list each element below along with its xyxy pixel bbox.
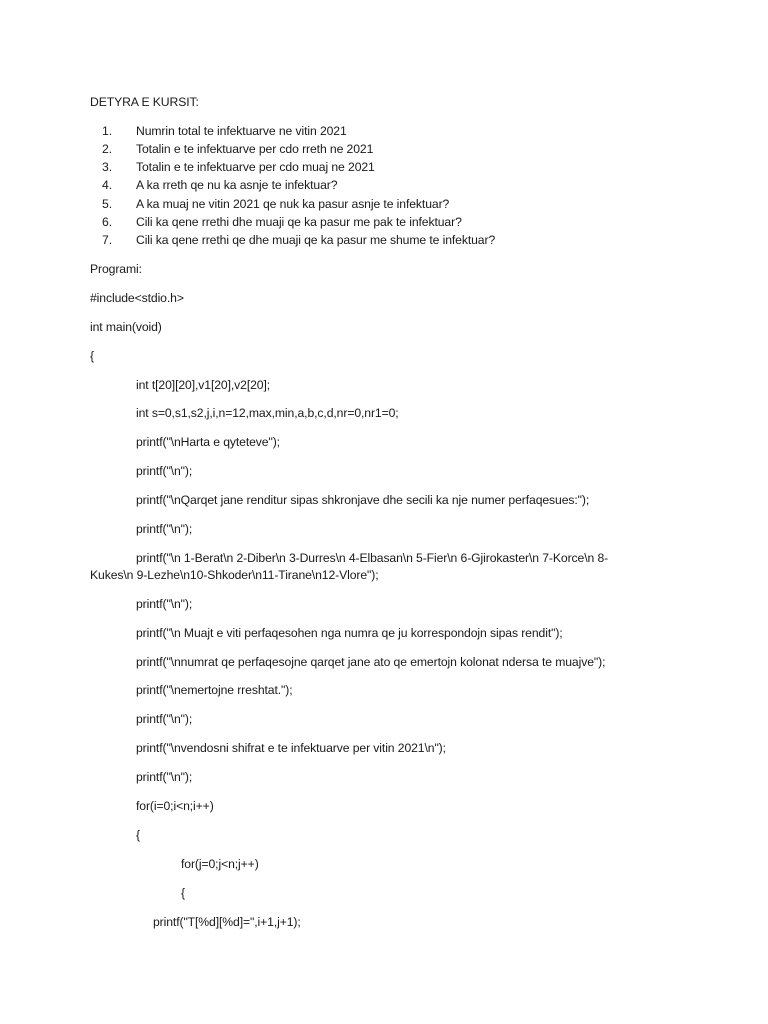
list-item-number: 3. <box>102 160 112 174</box>
list-item-text: A ka muaj ne vitin 2021 qe nuk ka pasur asnje te infektuar? <box>136 197 450 211</box>
code-line-decl: int s=0,s1,s2,j,i,n=12,max,min,a,b,c,d,nr=0,nr1=0; <box>136 406 399 420</box>
code-line-printf: printf("\nemertojne rreshtat."); <box>136 683 293 697</box>
code-line-printf: printf("\nHarta e qyteteve"); <box>136 435 280 449</box>
list-item-number: 2. <box>102 142 112 156</box>
code-line-decl: int t[20][20],v1[20],v2[20]; <box>136 378 271 392</box>
code-line-printf: printf("\n"); <box>136 770 193 784</box>
code-line-brace: { <box>181 886 185 900</box>
list-item-text: Cili ka qene rrethi qe dhe muaji qe ka pasur me shume te infektuar? <box>136 233 496 247</box>
list-item-number: 4. <box>102 178 112 192</box>
code-line-for: for(i=0;i<n;i++) <box>136 799 214 813</box>
list-item-number: 5. <box>102 197 112 211</box>
list-item-text: Totalin e te infektuarve per cdo rreth ne 2021 <box>136 142 374 156</box>
code-line-printf: printf("\n"); <box>136 712 193 726</box>
list-item-number: 6. <box>102 215 112 229</box>
code-line-printf: printf("\n"); <box>136 464 193 478</box>
document-heading: DETYRA E KURSIT: <box>90 95 199 109</box>
code-line-main: int main(void) <box>90 320 162 334</box>
list-item-number: 7. <box>102 233 112 247</box>
code-line-printf-cont: Kukes\n 9-Lezhe\n10-Shkoder\n11-Tirane\n12-Vlore"); <box>90 568 379 582</box>
code-line-printf: printf("T[%d][%d]=",i+1,j+1); <box>153 915 301 929</box>
code-line-printf: printf("\nnumrat qe perfaqesojne qarqet jane ato qe emertojn kolonat ndersa te muajve"); <box>136 655 606 669</box>
list-item-text: Cili ka qene rrethi dhe muaji qe ka pasur me pak te infektuar? <box>136 215 462 229</box>
code-line-printf: printf("\n"); <box>136 597 193 611</box>
list-item-text: A ka rreth qe nu ka asnje te infektuar? <box>136 178 338 192</box>
list-item-text: Totalin e te infektuarve per cdo muaj ne 2021 <box>136 160 375 174</box>
code-line-include: #include<stdio.h> <box>90 291 184 305</box>
code-line-printf: printf("\n Muajt e viti perfaqesohen nga numra qe ju korrespondojn sipas rendit"); <box>136 626 563 640</box>
code-line-for: for(j=0;j<n;j++) <box>181 857 259 871</box>
code-line-brace: { <box>136 828 140 842</box>
list-item-number: 1. <box>102 124 112 138</box>
code-line-brace: { <box>90 349 94 363</box>
code-line-printf: printf("\nvendosni shifrat e te infektuarve per vitin 2021\n"); <box>136 741 446 755</box>
list-item-text: Numrin total te infektuarve ne vitin 2021 <box>136 124 347 138</box>
code-line-printf: printf("\nQarqet jane renditur sipas shkronjave dhe secili ka nje numer perfaqesues:"); <box>136 493 590 507</box>
program-label: Programi: <box>90 262 142 276</box>
code-line-printf: printf("\n 1-Berat\n 2-Diber\n 3-Durres\n 4-Elbasan\n 5-Fier\n 6-Gjirokaster\n 7-Korce\n 8- <box>136 551 609 565</box>
code-line-printf: printf("\n"); <box>136 522 193 536</box>
